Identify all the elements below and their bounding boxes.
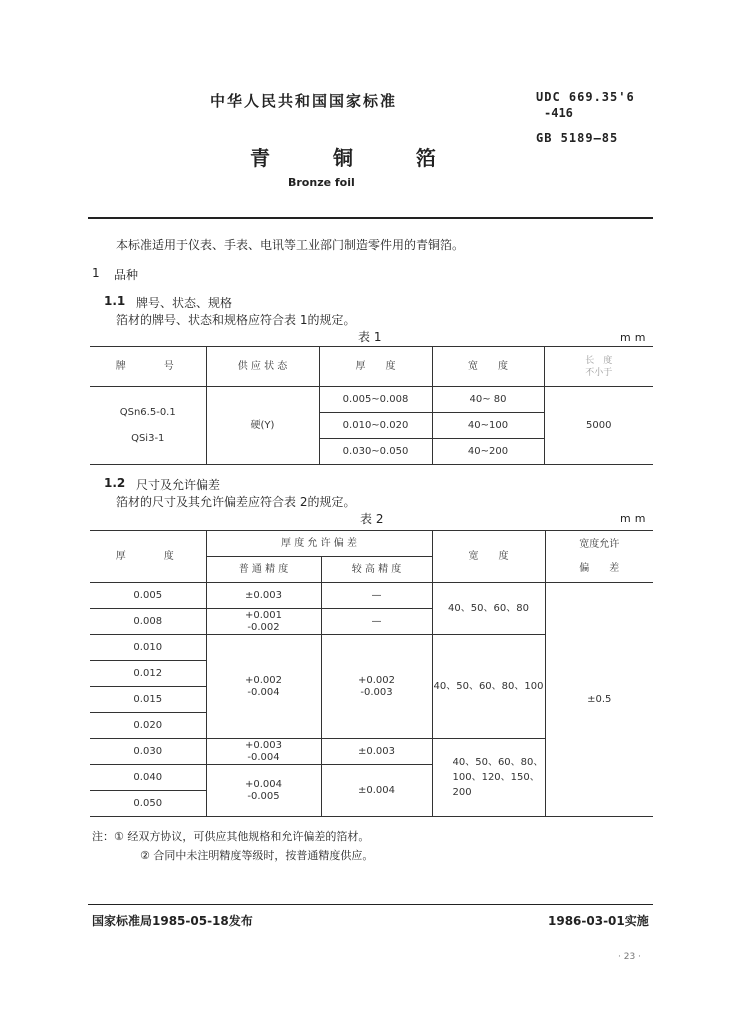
t2-header-high: 较 高 精 度 bbox=[321, 557, 432, 583]
t1-thickness-2: 0.010~0.020 bbox=[319, 413, 432, 439]
section-1-2-title: 尺寸及允许偏差 bbox=[136, 478, 221, 492]
section-1-2-text: 箔材的尺寸及其允许偏差应符合表 2的规定。 bbox=[116, 495, 356, 509]
t1-header-state: 供 应 状 态 bbox=[206, 347, 319, 387]
t2-wtol: ±0.5 bbox=[545, 583, 653, 817]
t2-normal-mid: +0.002 -0.004 bbox=[206, 635, 321, 739]
t2-width-a: 40、50、60、80 bbox=[432, 583, 545, 635]
document-title: 青 铜 箔 bbox=[250, 146, 464, 170]
t2-header-width: 宽 度 bbox=[432, 531, 545, 583]
t2-high-008: — bbox=[321, 609, 432, 635]
section-1-1-num: 1.1 bbox=[104, 294, 126, 308]
t2-row-thickness: 0.020 bbox=[90, 713, 206, 739]
note-2: ② 合同中未注明精度等级时，按普通精度供应。 bbox=[140, 849, 374, 862]
t2-normal-4050: +0.004 -0.005 bbox=[206, 765, 321, 817]
footer-rule bbox=[88, 904, 653, 905]
t2-header-tol: 厚 度 允 许 偏 差 bbox=[206, 531, 432, 557]
t1-thickness-3: 0.030~0.050 bbox=[319, 439, 432, 465]
t2-row-thickness: 0.050 bbox=[90, 791, 206, 817]
udc-code: UDC 669.35'6 bbox=[536, 90, 635, 104]
t2-width-b: 40、50、60、80、100 bbox=[432, 635, 545, 739]
section-1-1-text: 箔材的牌号、状态和规格应符合表 1的规定。 bbox=[116, 313, 356, 327]
t2-high-030: ±0.003 bbox=[321, 739, 432, 765]
table-1-unit: mm bbox=[620, 331, 650, 344]
t1-grade-2: QSi3-1 bbox=[131, 432, 165, 444]
t2-header-wtol: 宽度允许 偏 差 bbox=[545, 531, 653, 583]
header-rule bbox=[88, 217, 653, 219]
t1-width-1: 40~ 80 bbox=[432, 387, 544, 413]
t2-width-c: 40、50、60、80、 100、120、150、 200 bbox=[432, 739, 545, 817]
table-1-caption: 表 1 bbox=[358, 330, 382, 344]
t1-width-3: 40~200 bbox=[432, 439, 544, 465]
t1-header-grade: 牌 号 bbox=[90, 347, 206, 387]
effective-date: 1986-03-01实施 bbox=[548, 914, 649, 928]
table-1 bbox=[90, 346, 653, 465]
standard-org: 中华人民共和国国家标准 bbox=[210, 92, 398, 110]
t1-grade-1: QSn6.5-0.1 bbox=[119, 406, 176, 418]
t2-normal-030: +0.003 -0.004 bbox=[206, 739, 321, 765]
t1-length: 5000 bbox=[544, 387, 653, 465]
section-1-1-title: 牌号、状态、规格 bbox=[136, 296, 233, 310]
table-2-caption: 表 2 bbox=[360, 512, 384, 526]
t1-header-length: 长 度 不小于 bbox=[544, 347, 653, 387]
t2-row-thickness: 0.040 bbox=[90, 765, 206, 791]
intro-text: 本标准适用于仪表、手表、电讯等工业部门制造零件用的青铜箔。 bbox=[116, 238, 465, 252]
t2-normal-005: ±0.003 bbox=[206, 583, 321, 609]
section-1-2-num: 1.2 bbox=[104, 476, 126, 490]
section-1-title: 品种 bbox=[114, 268, 139, 282]
t2-header-thickness: 厚 度 bbox=[90, 531, 206, 583]
t1-header-thickness: 厚 度 bbox=[319, 347, 432, 387]
t2-row-thickness: 0.010 bbox=[90, 635, 206, 661]
t2-header-normal: 普 通 精 度 bbox=[206, 557, 321, 583]
document-subtitle: Bronze foil bbox=[288, 176, 355, 189]
page-number: · 23 · bbox=[618, 952, 641, 962]
t1-grade-cell bbox=[90, 387, 206, 465]
section-1-num: 1 bbox=[92, 266, 100, 280]
t2-row-thickness: 0.012 bbox=[90, 661, 206, 687]
t2-row-thickness: 0.008 bbox=[90, 609, 206, 635]
t1-state: 硬(Y) bbox=[206, 387, 319, 465]
t2-normal-008: +0.001 -0.002 bbox=[206, 609, 321, 635]
table-2-unit: mm bbox=[620, 512, 650, 525]
udc-code-suffix: -416 bbox=[544, 106, 573, 120]
t2-high-005: — bbox=[321, 583, 432, 609]
table-2 bbox=[90, 530, 653, 817]
t2-row-thickness: 0.015 bbox=[90, 687, 206, 713]
issued-date: 国家标准局1985-05-18发布 bbox=[92, 914, 253, 928]
t1-width-2: 40~100 bbox=[432, 413, 544, 439]
t2-high-mid: +0.002 -0.003 bbox=[321, 635, 432, 739]
t1-header-width: 宽 度 bbox=[432, 347, 544, 387]
t2-row-thickness: 0.030 bbox=[90, 739, 206, 765]
note-1: 注：① 经双方协议，可供应其他规格和允许偏差的箔材。 bbox=[92, 830, 370, 843]
t2-high-4050: ±0.004 bbox=[321, 765, 432, 817]
t1-thickness-1: 0.005~0.008 bbox=[319, 387, 432, 413]
t2-row-thickness: 0.005 bbox=[90, 583, 206, 609]
gb-code: GB 5189—85 bbox=[536, 131, 619, 145]
